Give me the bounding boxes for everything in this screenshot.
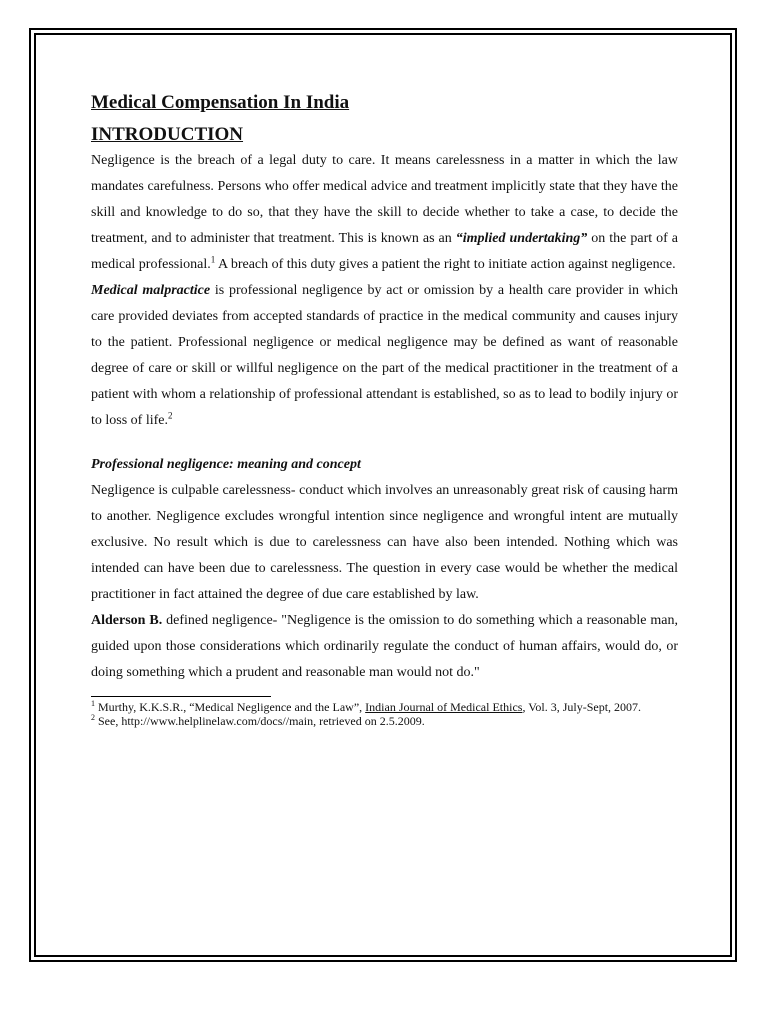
text-run: A breach of this duty gives a patient the right to initiate action against negligence.	[215, 257, 676, 272]
footnote-2	[91, 714, 678, 728]
footnote-text: See, http://www.helplinelaw.com/docs//main, retrieved on 2.5.2009.	[95, 714, 425, 728]
footnotes	[91, 700, 678, 728]
footnote-number: 2	[91, 713, 95, 722]
journal-title: Indian Journal of Medical Ethics	[365, 700, 523, 714]
footnote-1	[91, 700, 678, 714]
document-title: Medical Compensation In India	[91, 92, 350, 113]
text-run: , Vol. 3, July-Sept, 2007.	[522, 700, 642, 714]
text-run: Negligence is the breach of a legal duty to care. It means carelessness in a matter in which the law mandates carefulness. Persons who offer medical advice and treatment implicitly state that they have the skill and knowledge to do so, that they have the skill to decide whether to take a case, to decide the treatment, and to administer that treatment. This is known as an	[91, 153, 678, 246]
footnote-ref-1[interactable]: 1	[210, 254, 216, 265]
paragraph-alderson	[91, 608, 678, 686]
author-name: Alderson B.	[91, 613, 163, 628]
text-run: on the part of a medical professional.	[91, 231, 678, 272]
footnote-number: 1	[91, 699, 95, 708]
section-heading: INTRODUCTION	[91, 124, 244, 145]
footnote-separator	[91, 696, 271, 697]
term-medical-malpractice: Medical malpractice	[91, 283, 211, 298]
text-run: defined negligence- "Negligence is the omission to do something which a reasonable man, guided upon those considerations which ordinarily regulate the conduct of human affairs, would do, or doing something which a prudent and reasonable man would not do."	[91, 613, 678, 680]
paragraph-introduction	[91, 148, 678, 278]
emphasis-implied-undertaking: “implied undertaking”	[455, 231, 588, 246]
footnote-ref-2[interactable]: 2	[168, 410, 173, 421]
text-run: is professional negligence by act or omission by a health care provider in which care provided deviates from accepted standards of practice in the medical community and causes injury to the patient. Professional negligence or medical negligence may be defined as want of reasonable degree of care or skill or willful negligence on the part of the medical practitioner in the treatment of a patient with whom a relationship of professional attendant is established, so as to lead to bodily injury or to loss of life.	[91, 283, 678, 428]
paragraph-malpractice	[91, 278, 678, 434]
document-body	[91, 90, 678, 728]
text-run: Murthy, K.K.S.R., “Medical Negligence and the Law”,	[95, 700, 366, 714]
subheading: Professional negligence: meaning and concept	[91, 457, 361, 472]
paragraph-culpable-carelessness: Negligence is culpable carelessness- conduct which involves an unreasonably great risk of causing harm to another. Negligence excludes wrongful intention since negligence and wrongful intent are mutually exclusive. No result which is due to carelessness can have also been intended. Nothing which was intended can have been due to carelessness. The question in every case would be whether the medical practitioner in fact attained the degree of due care established by law.	[91, 483, 678, 602]
